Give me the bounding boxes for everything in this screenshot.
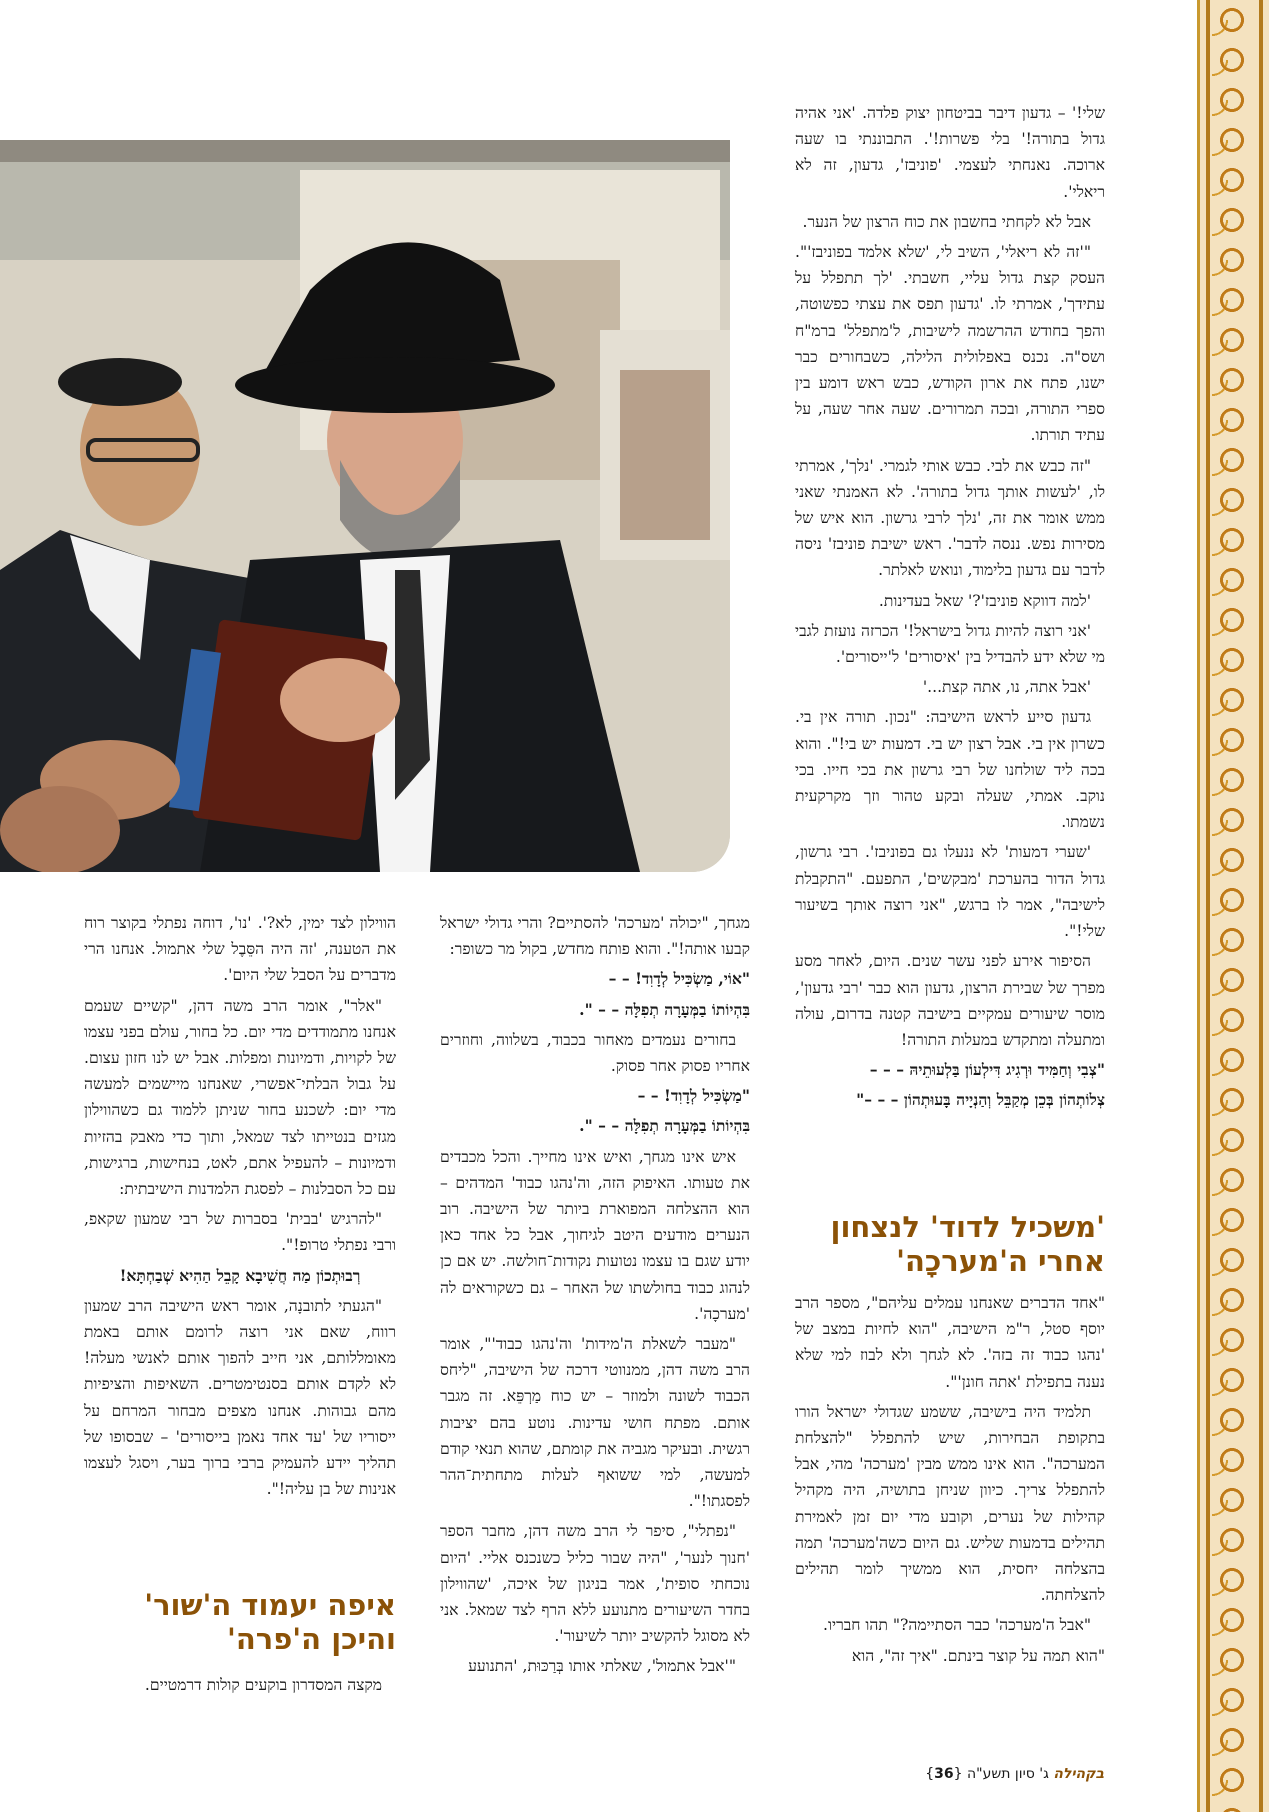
paragraph: 'למה דווקא פוניבז'?' שאל בעדינות. [878, 591, 1091, 610]
paragraph: "להרגיש 'בבית' בסברות של רבי שמעון שקאפ, ורבי נפתלי טרופ!". [84, 1210, 396, 1255]
paragraph: 'שערי דמעות' לא ננעלו גם בפוניבז'. רבי גרשון, גדול הדור בהערכת 'מבקשים', התפעם. "התקבלת לישיבה", אמר לו ברגש, "אני רוצה אותך בשיעור שלי!". [795, 843, 1105, 941]
border-edge-left [1206, 0, 1210, 1812]
paragraph: מגחך, "יכולה 'מערכה' להסתיים? והרי גדולי ישראל קבעו אותה!". והוא פותח מחדש, בקול מר כשופר: [440, 914, 750, 959]
paragraph: שלי!' – גדעון דיבר בביטחון יצוק פלדה. 'אני אהיה גדול בתורה!' בלי פשרות!'. התבוננתי בו שעה ארוכה. נאנחתי לעצמי. 'פוניבז', גדעון, זה לא ריאלי'. [795, 104, 1105, 201]
paragraph: אבל לא לקחתי בחשבון את כוח הרצון של הנער. [802, 212, 1091, 231]
column-left [84, 910, 396, 1506]
column-right [795, 100, 1105, 1118]
verse-line: בִּהְיוֹתוֹ בַמְּעָרָה תְפִלָּה – – ". [579, 999, 750, 1019]
page-footer [884, 1766, 1104, 1782]
border-edge-right [1259, 0, 1263, 1812]
section-heading: 'משכיל לדוד' לנצחון אחרי ה'מערכָה' [830, 1210, 1105, 1278]
magazine-name: בקהילה [1053, 1766, 1104, 1782]
issue-date: ג' סיון תשע"ה [967, 1766, 1049, 1782]
paragraph: "הוא תמה על קוצר בינתם. "איך זה", הוא [851, 1646, 1105, 1665]
paragraph: מקצה המסדרון בוקעים קולות דרמטיים. [144, 1676, 382, 1694]
paragraph: בחורים נעמדים מאחור בכבוד, בשלווה, וחוזרים אחריו פסוק אחר פסוק. [440, 1030, 750, 1076]
ornament-pattern [1212, 0, 1252, 1812]
decorative-border [1197, 0, 1269, 1812]
paragraph: "'זה לא ריאלי', השיב לי, 'שלא אלמד בפוניבז'". העסק קצת גדול עליי, חשבתי. 'לך תתפלל על עתידך', אמרתי לו. 'גדעון תפס את עצתי כפשוטה, והפך בחודש ההרשמה לישיבות, ל'מתפלל' ברמ"ח ושס"ה. נכנס באפלולית הלילה, כשבחורים כבר ישנו, פתח את ארון הקודש, כבש ראש דומע בין ספרי התורה, ובכה תמרורים. שעה אחר שעה, על עתיד תורתו. [795, 243, 1105, 445]
verse-line: רְבוּתְכוֹן מַה חֲשִׁיבָא קָבֵל הַהִיא שְׁבַחְתָּא! [119, 1265, 361, 1285]
paragraph: 'אבל אתה, נו, אתה קצת...' [922, 678, 1091, 697]
verse-line: "מַשְׂכִּיל לְדָוִד! – – [637, 1086, 750, 1106]
paragraph: תלמיד היה בישיבה, ששמע שגדולי ישראל הורו בתקופת הבחירות, שיש להתפלל "להצלחת המערכה". הוא אינו ממש מבין 'מערכה' מהי, אבל להתפלל צריך. כיוון שניחן בתושיה, היה מקהיל קהילות של נערים, וקובע מדי יום זמן לאמירת תהילים בדמעות שליש. גם היום כשה'מערכה' תמה בהצלחה יחסית, הוא ממשיך לומר תהילים להצלחתה. [795, 1402, 1105, 1605]
paragraph: הווילון לצד ימין, לא?'. 'נו', דוחה נפתלי בקוצר רוח את הטענה, 'זה היה הסֵּבֶל שלי אתמול. אנחנו הרי מדברים על הסבל שלי היום'. [84, 914, 396, 985]
column-right-lower [795, 1290, 1105, 1673]
section-heading: איפה יעמוד ה'שור' והיכן ה'פרה' [144, 1588, 396, 1656]
verse-line: צְלוֹתְהוֹן בְּכֵן מְקַבֵּל וְהַנְיָיה בָּעוּתְהוֹן – – –" [856, 1090, 1105, 1110]
article-photo [0, 140, 730, 872]
page-number: 36 [934, 1766, 954, 1782]
paragraph: הסיפור אירע לפני עשר שנים. היום, לאחר מסע מפרך של שבירת הרצון, גדעון הוא כבר 'רבי גדעון', מוסר שיעורים עמקיים בישיבה קטנה בדרום, עולה ומתעלה ומתקדש במעלות התורה! [795, 952, 1105, 1049]
paragraph: "מעבר לשאלת ה'מידות' וה'נהגו כבוד'", אומר הרב משה דהן, ממנווטי דרכה של הישיבה, "ליחס הכבוד לשונה ולמוזר – יש כוח מַרְפֵּא. זה מגבר אותם. מפתח חושי עדינות. נוטע בהם יציבות רגשית. ובעיקר מגביה את קומתם, שהוא תנאי קודם למעשה, למי ששואף לעלות מתחתית־ההר לפסגתו!". [440, 1335, 750, 1511]
verse-line: "אוֹי, מַשְׂכִּיל לְדָוִד! – – [608, 969, 750, 989]
verse-line: "צְבִי וְחַמִּיד וּרְגִיג דִּילְעוֹן בַּלְעוּתֵיהּ – – – [869, 1060, 1105, 1080]
column-middle [440, 910, 750, 1684]
paragraph: "אבל ה'מערכה' כבר הסתיימה?" תהו חבריו. [823, 1616, 1091, 1635]
column-left-lower [84, 1672, 396, 1702]
paragraph: "זה כבש את לבי. כבש אותי לגמרי. 'נלך', אמרתי לו, 'לעשות אותך גדול בתורה'. לא האמנתי שאני ממש אומר את זה, 'נלך לרבי גרשון. הוא איש של מסירות נפש. ננסה לדבר'. ראש ישיבת פוניבז' ניסה לדבר עם גדעון בלימוד, ונואש לאלתר. [795, 456, 1105, 580]
verse-line: בִּהְיוֹתוֹ בַמְּעָרָה תְפִלָּה – – ". [579, 1116, 750, 1136]
paragraph: "'אבל אתמול', שאלתי אותו בְּרַכּוּת, 'התנועע [468, 1657, 736, 1676]
footer-bracket: } [925, 1766, 935, 1782]
paragraph: איש אינו מגחך, ואיש אינו מחייך. והכל מכבדים את טעותו. האיפוק הזה, וה'נהגו כבוד' המדהים – הוא ההצלחה המפוארת ביותר של הישיבה. רוב הנערים מודעים היטב לגיחוך, אבל כל אחד כאן יודע שגם בו עצמו נטועות נקודות־חולשה. יש אם כן לנהוג כבוד בחולשתו של האחר – גם כשקוראים לה 'מערכָה'. [440, 1147, 750, 1323]
paragraph: "נפתלי", סיפר לי הרב משה דהן, מחבר הספר 'חנוך לנער', "היה שבור כליל כשנכנס אליי. 'היום נוכחתי סופית', אמר בניגון של איכה, 'שהווילון בחדר השיעורים מתנועע ללא הרף לצד שמאל. אני לא מסוגל להקשיב יותר לשיעור'. [440, 1522, 750, 1646]
paragraph: 'אני רוצה להיות גדול בישראל!' הכרזה נועזת לגבי מי שלא ידע להבדיל בין 'איסורים' ל'ייסורים'. [795, 621, 1105, 667]
paragraph: "אחד הדברים שאנחנו עמלים עליהם", מספר הרב יוסף סטל, ר"מ הישיבה, "הוא לחיות במצב של 'נהגו כבוד זה בזה'. לא לגחך ולא לבוז למי שלא נענה בתפילת 'אתה חונן'". [795, 1294, 1105, 1391]
paragraph: "הגעתי לתובנָה, אומר ראש הישיבה הרב שמעון רווח, שאם אני רוצה לרומם אותם באמת מאומללותם, אני חייב להפוך אותם לאנשי מעלה! לא לקדם אותם בסנטימטרים. השאיפות והציפיות מהם גבוהות. אנחנו מצפים מבחור המרחם על ייסוריו של 'עד אחד נאמן בייסורים' – שבסופו של תהליך יידע להעמיק ברבי ברוך בער, ויסגל לעצמו אנינות של בן עליה!". [84, 1296, 396, 1499]
footer-bracket: { [953, 1766, 963, 1782]
paragraph: "אלר", אומר הרב משה דהן, "קשיים שעמם אנחנו מתמודדים מדי יום. כל בחור, עולם בפני עצמו של לקויות, ודמיונות ומפלות. אבל יש לנו חזון עצום. על גבול הבלתי־אפשרי, שאנחנו מיישמים למעשה מדי יום: לשכנע בחור שניתן ללמוד גם כשהווילון מגזים בנטייתו לצד שמאל, ותוך כדי מאבק בהזיות ודמיונות – להעפיל אתם, לאט, בנחישות, ברגישות, עם כל הסבלנות – לפסגת הלמדנות הישיבתית: [84, 996, 396, 1199]
paragraph: גדעון סייע לראש הישיבה: "נכון. תורה אין בי. כשרון אין בי. אבל רצון יש בי. דמעות יש בי!". והוא בכה ליד שולחנו של רבי גרשון את בכי חייו. בכי נוקב. אמתי, שעלה ובקע טהור וזך מקרקעית נשמתו. [795, 708, 1105, 832]
